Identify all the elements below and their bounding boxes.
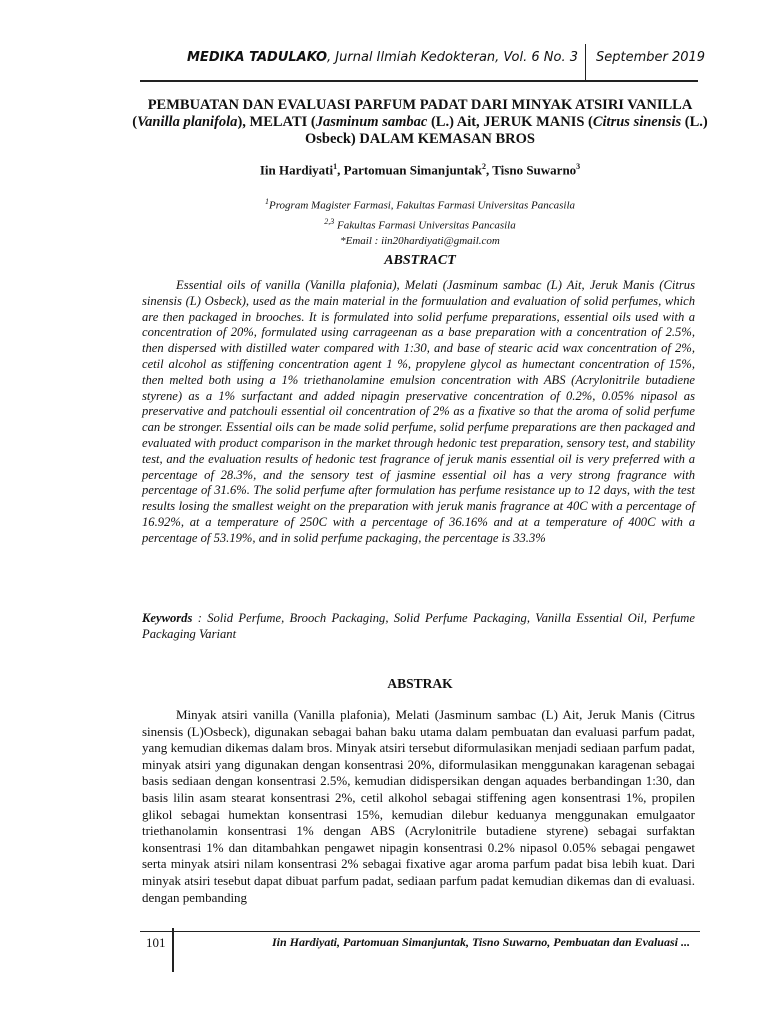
title-text: ( [132,114,138,130]
author-name: , Partomuan Simanjuntak [337,162,482,178]
abstrak-heading: ABSTRAK [387,676,453,691]
affil-mark: 1 [264,197,269,206]
abstract-body: Essential oils of vanilla (Vanilla plafonia), Melati (Jasminum sambac (L) Ait, Jeruk Manis (Citrus sinensis (L) Osbeck), used as the main material in the formuulation and evaluation of solid perfumes, which are then packaged in brooches. It is formulated into solid perfume preparations, essential oils used with a concentration of 20%, formulated using carrageenan as a base preparation with a concentration of 2.5%, then dispersed with distilled water compared with 1:30, and base of stearic acid wax concentration of 2%, cetil alcohol as stiffening concentration agent 1 %, propylene glycol as humectant concentration of 15%, then melted both using a 1% triethanolamine emulsion concentration with ABS (Acrylonitrile butadiene styrene) as a 1% surfactant and added nipagin preservative concentration of 0.2%, 0.05% nipasol as preservative and patchouli essential oil concentration of 2% as a fixative so that the aroma of solid perfume can be stronger. Essential oils can be made solid perfume, solid perfume preparations are then packaged and evaluated with product comparison in the market through hedonic test preparation, sensory test, and stability test, and the evaluation results of hedonic test fragrance of jeruk manis essential oil is very preferred with a percentage of 28.3%, and the sensory test of jasmine essential oil has a very strong fragrance with percentage of 31.6%. The solid perfume after formulation has perfume resistance up to 12 days, with the test results losing the smallest weight on the preparation with jeruk manis fragrance at 40C with a percentage of 16.92%, at a temperature of 250C with a percentage of 36.16% and at a temperature of 400C with a percentage of 53.19%, and in solid perfume packaging, the percentage is 33.3% [142,278,695,545]
title-text: ), MELATI ( [237,114,316,130]
keywords-text: : Solid Perfume, Brooch Packaging, Solid Perfume Packaging, Vanilla Essential Oil, Perfume Packaging Variant [142,611,695,641]
author-affil-mark: 1 [333,162,338,171]
title-line-2 [110,114,730,131]
footer-rule [140,931,700,932]
affil-mark: 2,3 [324,216,335,226]
issue-date: September 2019 [596,50,706,65]
journal-name: MEDIKA TADULAKO [187,50,328,65]
title-text: (L.) Ait, JERUK MANIS ( [427,114,593,130]
corresponding-email: *Email : iin20hardiyati@gmail.com [340,235,500,248]
author-name: , Tisno Suwarno [485,162,577,178]
affil-text: Program Magister Farmasi, Fakultas Farmasi Universitas Pancasila [268,199,576,212]
affiliation-1 [140,194,700,214]
page-number: 101 [146,935,166,950]
journal-header [187,50,578,65]
species-name: Vanilla planifola [137,114,238,130]
title-text: (L.) [681,114,708,130]
footer-divider [172,928,174,972]
header-divider [585,44,586,80]
abstract-heading: ABSTRACT [384,253,456,268]
author-name: Iin Hardiyati [259,162,334,178]
title-line-3: Osbeck) DALAM KEMASAN BROS [305,131,535,147]
keywords-label: Keywords [142,611,193,625]
species-name: Jasminum sambac [315,114,428,130]
title-line-1: PEMBUATAN DAN EVALUASI PARFUM PADAT DARI MINYAK ATSIRI VANILLA [147,97,693,113]
affiliation-2 [140,214,700,234]
author-list [140,162,700,178]
running-footer: Iin Hardiyati, Partomuan Simanjuntak, Tisno Suwarno, Pembuatan dan Evaluasi ... [271,935,690,949]
header-rule [140,80,698,82]
keywords [142,610,695,642]
author-affil-mark: 2 [481,162,486,171]
journal-volume: , Jurnal Ilmiah Kedokteran, Vol. 6 No. 3 [327,50,578,65]
author-affil-mark: 3 [576,162,581,171]
affil-text: Fakultas Farmasi Universitas Pancasila [334,219,516,232]
paper-title [110,97,730,148]
affiliations [140,194,700,249]
abstrak-body: Minyak atsiri vanilla (Vanilla plafonia), Melati (Jasminum sambac (L) Ait, Jeruk Manis (Citrus sinensis (L)Osbeck), digunakan sebagai bahan baku utama dalam pembuatan dan evaluasi parfum padat, yang kemudian dikemas dalam bros. Minyak atsiri tersebut diformulasikan menjadi sediaan parfum padat, minyak atsiri yang digunakan dengan konsentrasi 20%, diformulasikan menggunakan karagenan sebagai basis sediaan dengan konsentrasi 2.5%, kemudian didispersikan dengan aquades berbandingan 1:30, dan basis lilin asam stearat konsentrasi 2%, cetil alkohol sebagai stiffening agen konsentrasi 1%, propilen glikol sebagai humektan konsentrasi 15%, kemudian dilebur keduanya menggunakan emulgaator triethanolamin konsentrasi 1% dengan ABS (Acrylonitrile butadiene styrene) sebagai surfaktan konsentrasi 1% dan ditambahkan pengawet nipagin konsentrasi 0.2% nipasol 0.05% sebagai pengawet serta minyak atsiri nilam konsentrasi 2% sebagai fixative agar aroma parfum padat bisa lebih kuat. Dari minyak atsiri tesebut dapat dibuat parfum padat, sediaan parfum padat kemudian dikemas dan di evaluasi. dengan pembanding [142,707,695,905]
species-name: Citrus sinensis [592,114,682,130]
